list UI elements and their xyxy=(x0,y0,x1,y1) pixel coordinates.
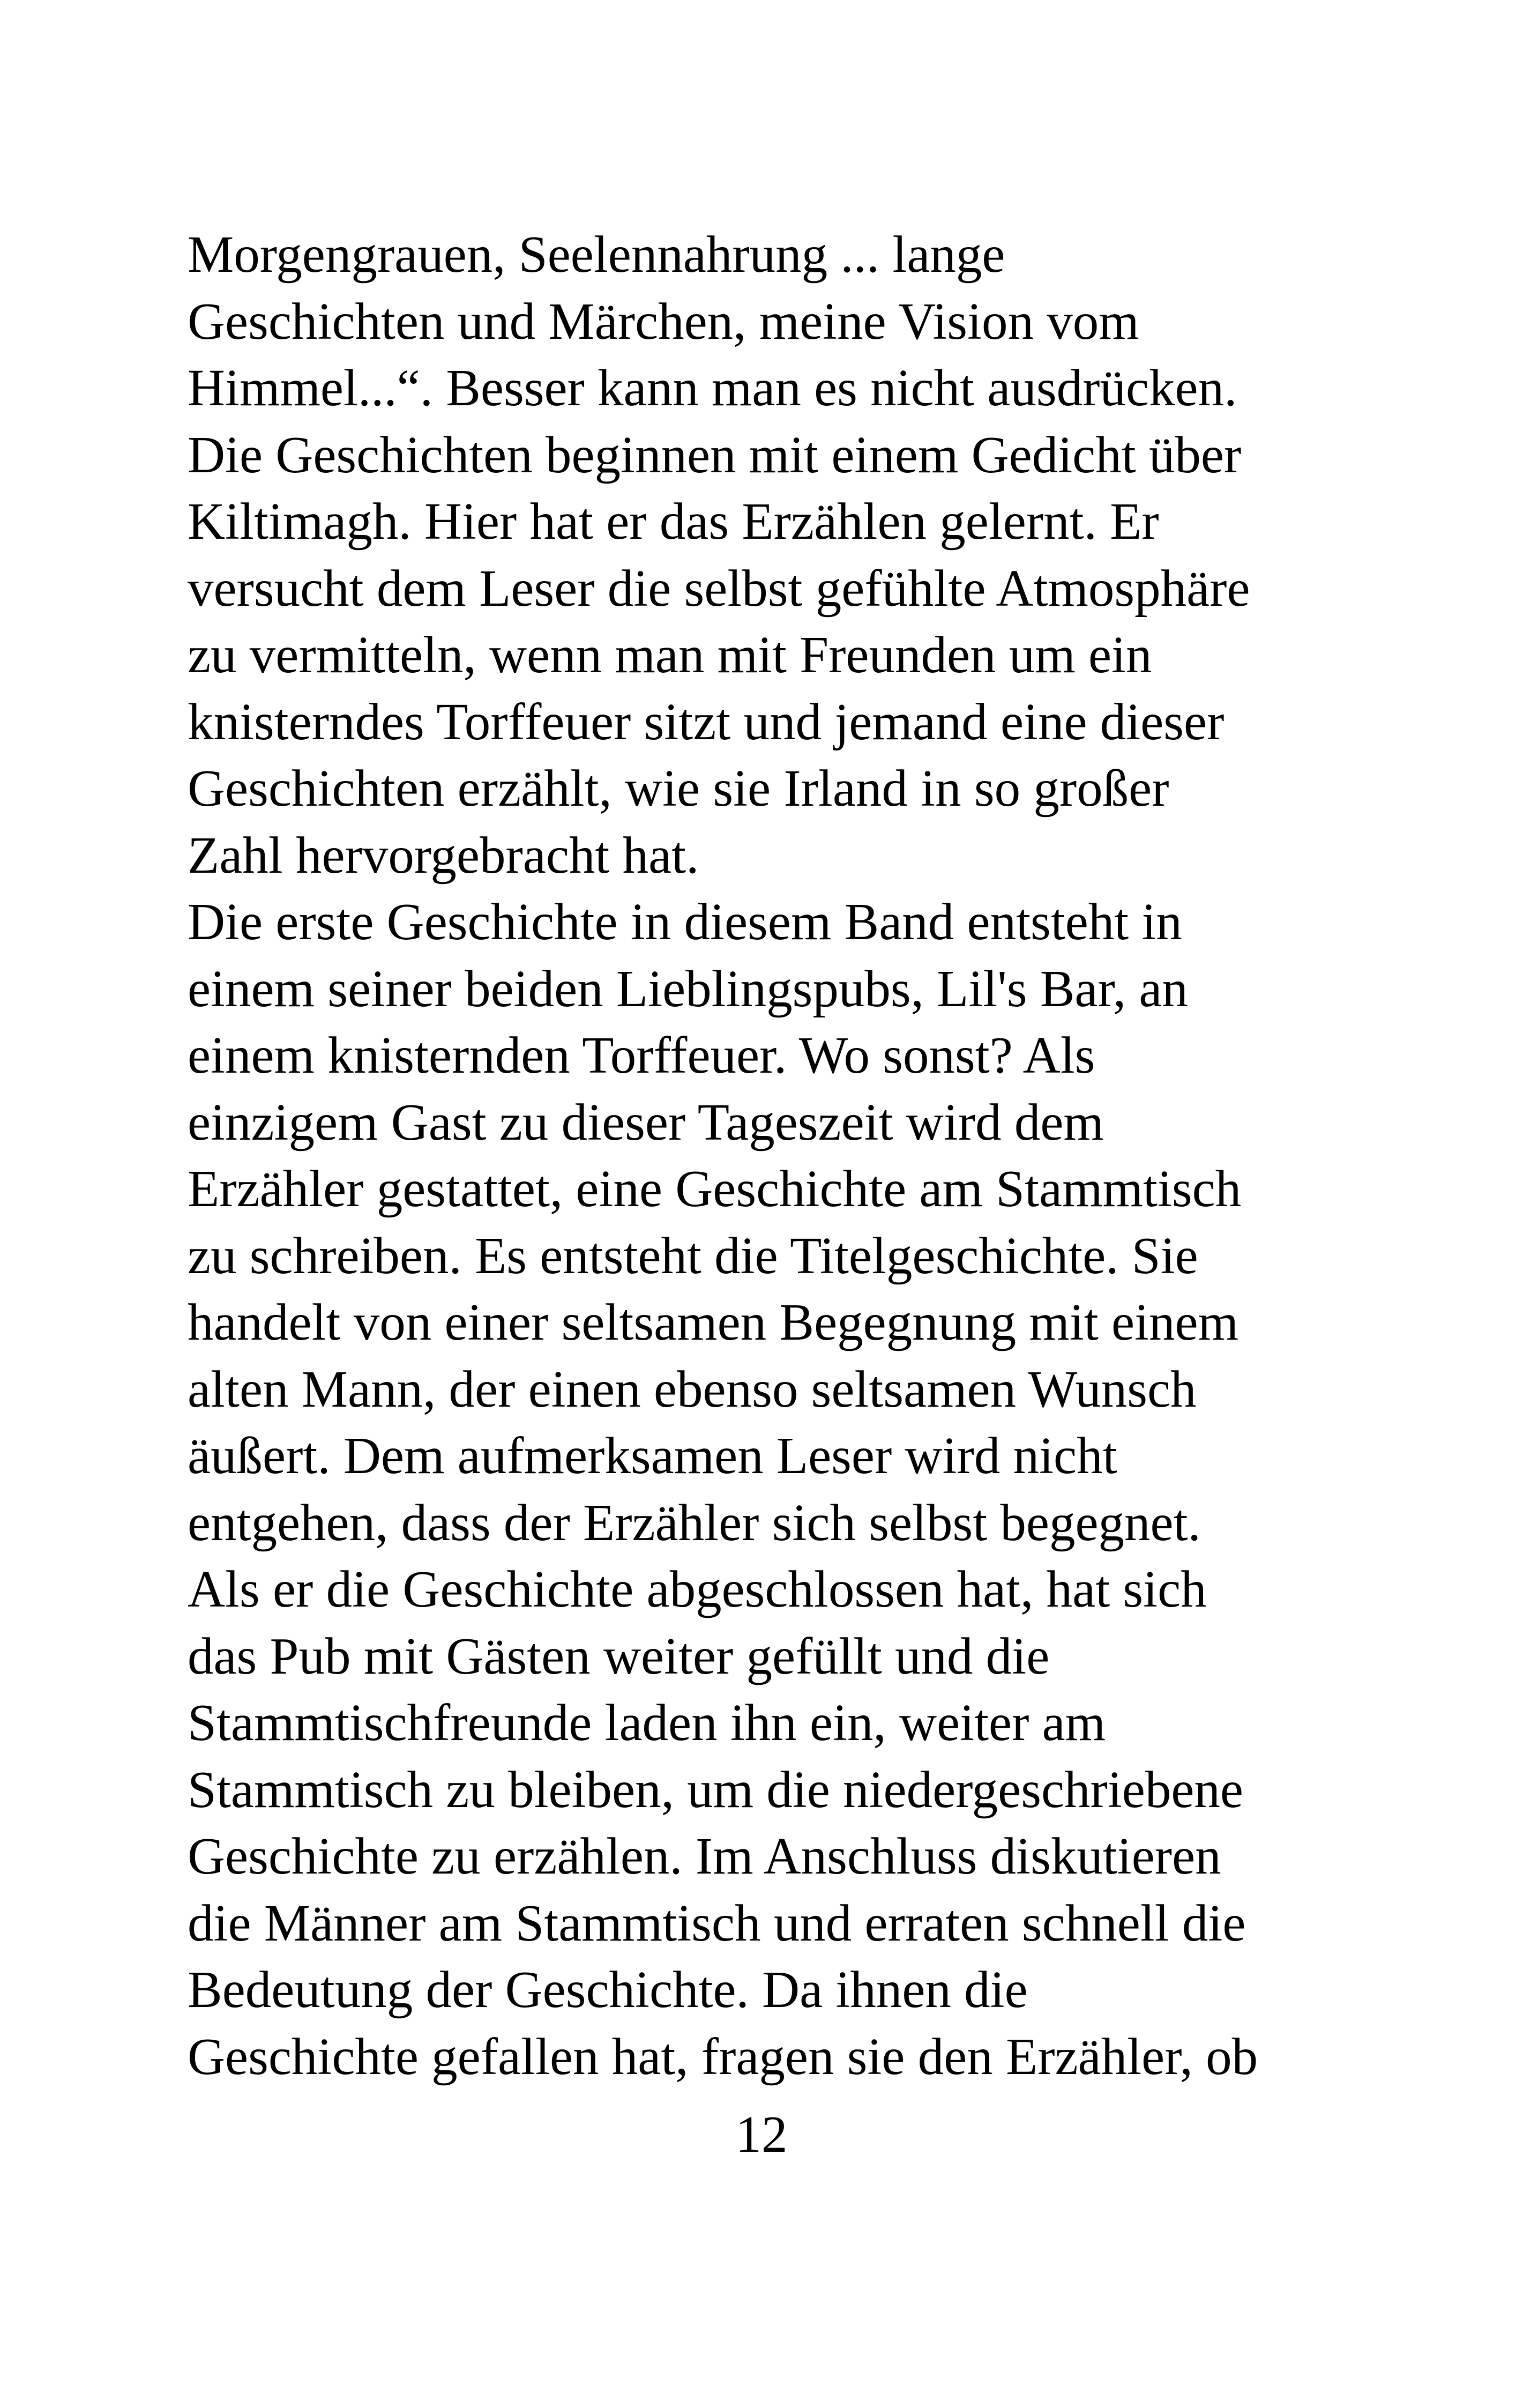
page-number: 12 xyxy=(735,2106,788,2163)
text-line: die Männer am Stammtisch und erraten schnell die xyxy=(188,1894,1246,1952)
text-line: Erzähler gestattet, eine Geschichte am Stammtisch xyxy=(188,1160,1242,1217)
body-text xyxy=(188,221,1367,2090)
text-line: zu vermitteln, wenn man mit Freunden um ein xyxy=(188,626,1152,683)
text-line: Stammtisch zu bleiben, um die niedergeschriebene xyxy=(188,1760,1243,1818)
text-line: das Pub mit Gästen weiter gefüllt und die xyxy=(188,1627,1050,1685)
text-line: zu schreiben. Es entsteht die Titelgeschichte. Sie xyxy=(188,1227,1198,1284)
text-line: einem knisternden Torffeuer. Wo sonst? Als xyxy=(188,1027,1095,1084)
text-line: entgehen, dass der Erzähler sich selbst begegnet. xyxy=(188,1493,1201,1551)
text-line: Morgengrauen, Seelennahrung ... lange xyxy=(188,226,1005,283)
text-line: Die erste Geschichte in diesem Band entsteht in xyxy=(188,893,1182,950)
text-line: alten Mann, der einen ebenso seltsamen Wunsch xyxy=(188,1360,1197,1418)
text-line: Die Geschichten beginnen mit einem Gedicht über xyxy=(188,426,1242,484)
text-line: Geschichte gefallen hat, fragen sie den Erzähler, ob xyxy=(188,2027,1258,2085)
text-line: knisterndes Torffeuer sitzt und jemand eine dieser xyxy=(188,693,1225,750)
text-line: Geschichten und Märchen, meine Vision vom xyxy=(188,292,1139,350)
text-line: Himmel...“. Besser kann man es nicht ausdrücken. xyxy=(188,359,1237,417)
text-line: Geschichte zu erzählen. Im Anschluss diskutieren xyxy=(188,1827,1221,1885)
text-line: Kiltimagh. Hier hat er das Erzählen gelernt. Er xyxy=(188,493,1159,550)
text-line: Bedeutung der Geschichte. Da ihnen die xyxy=(188,1961,1028,2018)
text-line: Geschichten erzählt, wie sie Irland in so großer xyxy=(188,760,1169,817)
text-line: Stammtischfreunde laden ihn ein, weiter am xyxy=(188,1694,1106,1751)
text-line: Zahl hervorgebracht hat. xyxy=(188,826,699,884)
text-line: versucht dem Leser die selbst gefühlte Atmosphäre xyxy=(188,559,1250,617)
text-line: handelt von einer seltsamen Begegnung mit einem xyxy=(188,1294,1239,1351)
text-line: äußert. Dem aufmerksamen Leser wird nicht xyxy=(188,1427,1117,1484)
text-line: einzigem Gast zu dieser Tageszeit wird dem xyxy=(188,1093,1104,1151)
text-line: einem seiner beiden Lieblingspubs, Lil's Bar, an xyxy=(188,960,1188,1017)
text-line: Als er die Geschichte abgeschlossen hat, hat sich xyxy=(188,1560,1207,1618)
